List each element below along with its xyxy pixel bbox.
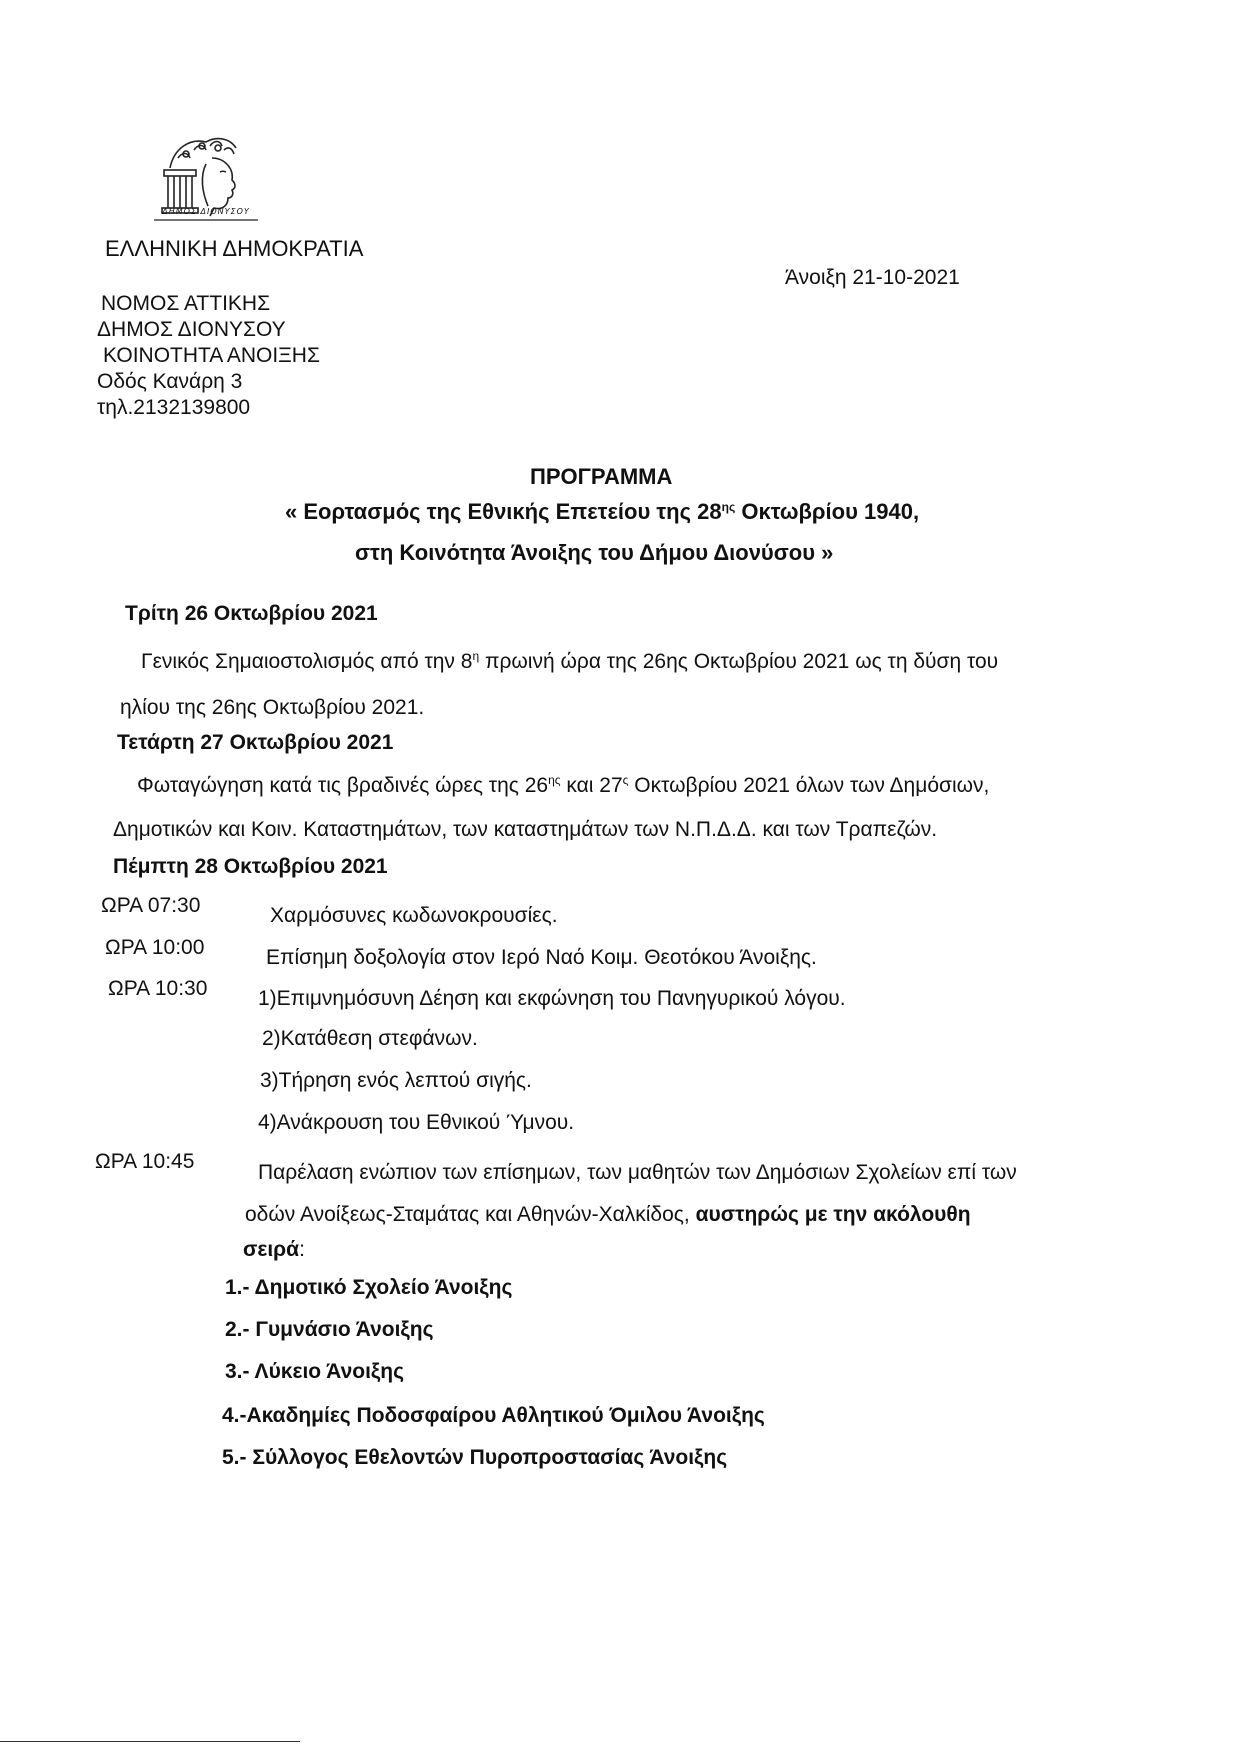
parade-order-item: 1.- Δημοτικό Σχολείο Άνοιξης [225, 1276, 513, 1299]
parade-text-line-3 [243, 1232, 305, 1268]
community-label: ΚΟΙΝΟΤΗΤΑ ΑΝΟΙΞΗΣ [103, 344, 320, 367]
title-line-1-tail: Οκτωβρίου 1940, [735, 499, 920, 524]
day1-text-line-1 [141, 644, 998, 680]
municipality-label: ΔΗΜΟΣ ΔΙΟΝΥΣΟΥ [97, 318, 286, 341]
day1-text-a: Γενικός Σημαιοστολισμός από την 8 [141, 650, 473, 673]
phone-label: τηλ.2132139800 [97, 396, 251, 419]
day2-heading: Τετάρτη 27 Οκτωβρίου 2021 [117, 731, 394, 754]
title-superscript: ης [721, 500, 736, 514]
ceremony-subitem: 3)Τήρηση ενός λεπτού σιγής. [260, 1069, 532, 1092]
parade-order-item: 4.-Ακαδημίες Ποδοσφαίρου Αθλητικού Όμιλου Άνοιξης [222, 1404, 765, 1427]
title-line-1 [285, 499, 919, 525]
parade-colon: : [299, 1238, 305, 1261]
dionysus-head-icon [162, 139, 236, 216]
schedule-time: ΩΡΑ 07:30 [101, 894, 201, 917]
schedule-text: 1)Επιμνημόσυνη Δέηση και εκφώνηση του Πανηγυρικού λόγου. [258, 987, 846, 1010]
title-line-1-text: « Εορτασμός της Εθνικής Επετείου της 28 [285, 499, 722, 524]
day2-superscript-2: ς [622, 773, 629, 787]
day2-superscript-1: ης [548, 773, 561, 787]
parade-text-bold: αυστηρώς με την ακόλουθη [695, 1203, 971, 1226]
day2-text-line-2: Δημοτικών και Κοιν. Καταστημάτων, των καταστημάτων των Ν.Π.Δ.Δ. και των Τραπεζών. [113, 818, 938, 841]
day1-heading: Τρίτη 26 Οκτωβρίου 2021 [125, 602, 378, 625]
ceremony-subitem: 2)Κατάθεση στεφάνων. [262, 1027, 478, 1050]
schedule-text: Επίσημη δοξολογία στον Ιερό Ναό Κοιμ. Θεοτόκου Άνοιξης. [266, 946, 817, 969]
schedule-text: Χαρμόσυνες κωδωνοκρουσίες. [270, 904, 558, 927]
parade-order-item: 2.- Γυμνάσιο Άνοιξης [225, 1318, 434, 1341]
parade-text-line-2 [245, 1197, 971, 1233]
logo-caption: ΔΗΜΟΣ ΔΙΟΝΥΣΟΥ [162, 207, 250, 216]
parade-time: ΩΡΑ 10:45 [95, 1150, 195, 1173]
day2-text-c: Οκτωβρίου 2021 όλων των Δημόσιων, [628, 774, 990, 797]
republic-label: ΕΛΛΗΝΙΚΗ ΔΗΜΟΚΡΑΤΙΑ [105, 236, 364, 261]
parade-order-item: 3.- Λύκειο Άνοιξης [225, 1360, 405, 1383]
day1-text-line-2: ηλίου της 26ης Οκτωβρίου 2021. [120, 696, 425, 719]
day2-text-b: και 27 [560, 774, 623, 797]
bottom-divider [0, 1741, 300, 1742]
day2-text-line-1 [137, 768, 989, 804]
parade-order-item: 5.- Σύλλογος Εθελοντών Πυροπροστασίας Άνοιξης [222, 1446, 728, 1469]
ceremony-subitem: 4)Ανάκρουση του Εθνικού Ύμνου. [258, 1111, 575, 1134]
parade-text-normal: οδών Ανοίξεως-Σταμάτας και Αθηνών-Χαλκίδος, [245, 1203, 696, 1226]
day3-heading: Πέμπτη 28 Οκτωβρίου 2021 [113, 855, 388, 878]
schedule-time: ΩΡΑ 10:30 [108, 977, 208, 1000]
day1-superscript: η [472, 649, 480, 663]
document-heading: ΠΡΟΓΡΑΜΜΑ [530, 464, 673, 489]
day1-text-b: πρωινή ώρα της 26ης Οκτωβρίου 2021 ως τη δύση του [479, 650, 999, 673]
prefecture-label: ΝΟΜΟΣ ΑΤΤΙΚΗΣ [101, 292, 271, 315]
schedule-time: ΩΡΑ 10:00 [105, 936, 205, 959]
title-line-2: στη Κοινότητα Άνοιξης του Δήμου Διονύσου » [355, 540, 834, 565]
parade-text-line-1: Παρέλαση ενώπιον των επίσημων, των μαθητών των Δημόσιων Σχολείων επί των [258, 1161, 1017, 1184]
date-label: Άνοιξη 21-10-2021 [785, 266, 960, 289]
address-label: Οδός Κανάρη 3 [97, 370, 243, 393]
day2-text-a: Φωταγώγηση κατά τις βραδινές ώρες της 26 [137, 774, 549, 797]
parade-order-word: σειρά [243, 1238, 300, 1261]
